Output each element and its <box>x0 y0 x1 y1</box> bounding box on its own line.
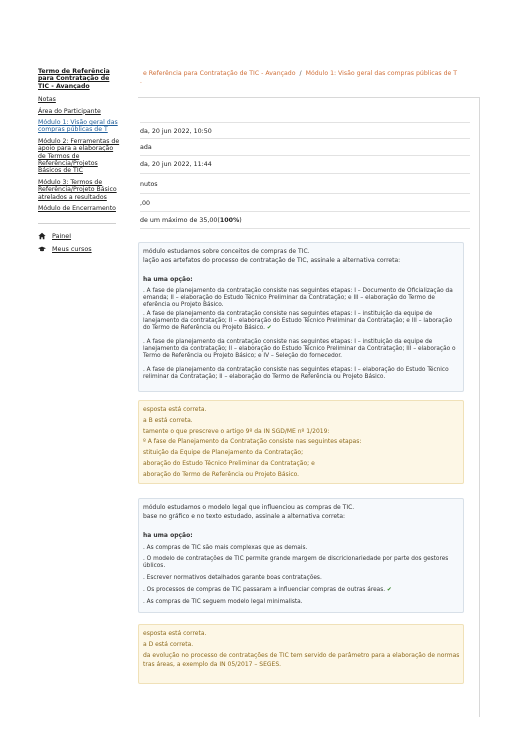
nav-painel[interactable] <box>38 232 120 240</box>
summary-divider <box>140 211 470 212</box>
nav-painel-label: Painel <box>52 231 72 240</box>
breadcrumb-separator: / <box>299 70 302 77</box>
feedback-2-line: a D está correta. <box>143 641 194 648</box>
question-1-option-b[interactable] <box>143 311 461 332</box>
summary-state: ada <box>140 144 152 151</box>
summary-divider <box>140 155 470 156</box>
sidebar-divider <box>38 223 116 224</box>
summary-time: nutos <box>140 181 158 188</box>
check-icon: ✔ <box>266 325 272 331</box>
option-text: . Escrever normativos detalhados garante boas contratações. <box>143 575 322 581</box>
feedback-1-line: º A fase de Planejamento da Contratação consiste nas seguintes etapas: <box>143 438 362 445</box>
option-text: . A fase de planejamento da contratação consiste nas seguintes etapas: I – Documento de Oficialização da emanda; II – elaboração do Estudo Técnico Preliminar da Contratação; e III – elaboração do Termo de eferência ou Projeto Básico. <box>143 288 453 308</box>
feedback-2-line: tras áreas, a exemplo da IN 05/2017 – SEGES. <box>143 661 282 668</box>
home-icon <box>38 232 46 240</box>
check-icon: ✔ <box>386 587 392 593</box>
option-text: . As compras de TIC são mais complexas que as demais. <box>143 545 308 551</box>
option-text: . Os processos de compras de TIC passaram a influenciar compras de outras áreas. <box>143 587 386 593</box>
sidebar <box>38 68 120 258</box>
question-1-choose-label: ha uma opção: <box>143 276 193 283</box>
option-text: . As compras de TIC seguem modelo legal minimalista. <box>143 599 303 605</box>
summary-marks: ,00 <box>140 200 151 207</box>
summary-divider <box>140 173 470 174</box>
summary-divider <box>140 228 470 229</box>
nav-meus-cursos-label: Meus cursos <box>52 244 92 253</box>
feedback-2-line: da evolução no processo de contratações de TIC tem servido de parâmetro para a elaboração de normas <box>143 652 460 659</box>
question-2-choose-label: ha uma opção: <box>143 532 193 539</box>
question-2-option-e[interactable] <box>143 599 461 606</box>
summary-divider <box>140 138 470 139</box>
breadcrumb-overflow: . <box>140 78 142 85</box>
nav-meus-cursos[interactable] <box>38 245 120 253</box>
question-2-card <box>138 498 464 613</box>
feedback-1-line: esposta está correta. <box>143 406 207 413</box>
option-text: . A fase de planejamento da contratação consiste nas seguintes etapas: I – elaboração do Estudo Técnico reliminar da Contratação; II – elaboração do Termo de Referência ou Projeto Básico. <box>143 367 449 380</box>
sidebar-item-modulo-3[interactable]: Módulo 3: Termos de Referência/Projeto Básico atrelados a resultados <box>38 178 117 201</box>
sidebar-item-area-participante[interactable]: Área do Participante <box>38 107 101 115</box>
feedback-1-line: aboração do Termo de Referência ou Projeto Básico. <box>143 471 300 478</box>
feedback-1-card <box>138 400 464 484</box>
breadcrumb <box>143 70 473 77</box>
option-text: . A fase de planejamento da contratação consiste nas seguintes etapas: I – instituição da equipe de lanejamento da contratação; II – elaboração do Estudo Técnico Preliminar da Contratação; III – elaboração o Termo de Referência ou Projeto Básico; e IV – Seleção do fornecedor. <box>143 339 456 359</box>
feedback-2-card <box>138 624 464 684</box>
option-text: . A fase de planejamento da contratação consiste nas seguintes etapas: I – instituição da equipe de lanejamento da contratação; II – elaboração do Estudo Técnico Preliminar da Contratação; e III – laboração do Termo de Referência ou Projeto Básico. <box>143 311 453 331</box>
question-1-prompt: lação aos artefatos do processo de contratação de TIC, assinale a alternativa correta: <box>143 257 401 264</box>
breadcrumb-course[interactable]: e Referência para Contratação de TIC - Avançado <box>143 70 296 77</box>
summary-started: da, 20 jun 2022, 10:50 <box>140 128 212 135</box>
sidebar-item-modulo-2[interactable]: Módulo 2: Ferramentas de apoio para a elaboração de Termos de Referência/Projetos Básicos de TIC <box>38 137 120 175</box>
feedback-1-line: aboração do Estudo Técnico Preliminar da Contratação; e <box>143 460 315 467</box>
question-2-option-d[interactable] <box>143 587 461 594</box>
feedback-1-line: a B está correta. <box>143 417 193 424</box>
breadcrumb-module[interactable]: Módulo 1: Visão geral das compras públicas de T <box>305 70 458 77</box>
question-1-option-a[interactable] <box>143 288 461 309</box>
question-1-card <box>138 242 464 392</box>
feedback-1-line: tamente o que prescreve o artigo 9º da IN SGD/ME nº 1/2019: <box>143 428 330 435</box>
question-2-option-a[interactable] <box>143 545 461 552</box>
question-1-option-c[interactable] <box>143 339 461 360</box>
sidebar-item-modulo-1[interactable]: Módulo 1: Visão geral das compras públicas de T <box>38 119 118 134</box>
sidebar-course-title[interactable]: Termo de Referência para Contratação de TIC - Avançado <box>38 68 110 90</box>
graduation-cap-icon <box>38 245 46 253</box>
sidebar-item-notas[interactable]: Notas <box>38 96 56 104</box>
question-2-option-b[interactable] <box>143 556 461 570</box>
feedback-1-line: stituição da Equipe de Planejamento da Contratação; <box>143 449 304 456</box>
summary-grade <box>140 217 242 224</box>
feedback-2-line: esposta está correta. <box>143 630 207 637</box>
grade-prefix: de um máximo de 35,00( <box>140 217 220 224</box>
sidebar-item-encerramento[interactable]: Módulo de Encerramento <box>38 205 116 213</box>
summary-divider <box>140 122 470 123</box>
question-2-option-c[interactable] <box>143 575 461 582</box>
summary-completed: da, 20 jun 2022, 11:44 <box>140 161 212 168</box>
question-2-intro: módulo estudamos o modelo legal que influenciou as compras de TIC. <box>143 504 355 511</box>
question-2-prompt: base no gráfico e no texto estudado, assinale a alternativa correta: <box>143 513 346 520</box>
question-1-option-d[interactable] <box>143 367 461 381</box>
grade-suffix: ) <box>239 217 242 224</box>
question-1-intro: módulo estudamos sobre conceitos de compras de TIC. <box>143 248 310 255</box>
option-text: . O modelo de contratações de TIC permite grande margem de discricionariedade por parte dos gestores úblicos. <box>143 556 449 569</box>
summary-divider <box>140 193 470 194</box>
grade-percent: 100% <box>219 217 240 224</box>
